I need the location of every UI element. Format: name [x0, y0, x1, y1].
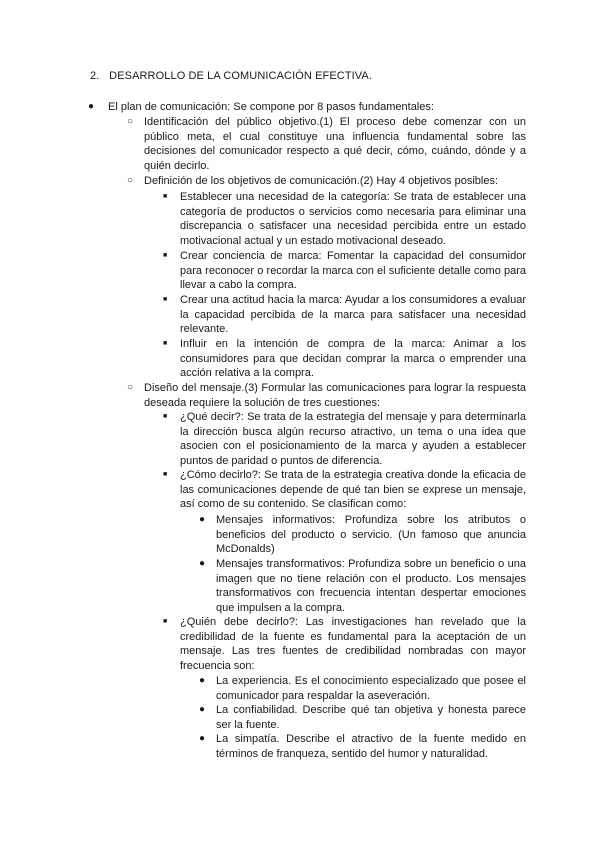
- list-item: [163, 615, 526, 673]
- question-text: ¿Qué decir?: Se trata de la estrategia del mensaje y para determinarla la dirección busca algún recurso atractivo, un tema o una idea que asocien con el posicionamiento de la marca y ayuden a establecer puntos de paridad o puntos de diferencia.: [180, 411, 526, 467]
- list-item: [199, 557, 526, 615]
- disc-bullet: ●: [199, 558, 206, 569]
- message-type-text: Mensajes informativos: Profundiza sobre los atributos o beneficios del producto o servicio. (Un famoso que anuncia McDonalds): [216, 514, 526, 556]
- section-heading: [90, 69, 372, 84]
- circle-bullet: ○: [127, 175, 134, 186]
- disc-bullet: ●: [199, 704, 206, 715]
- square-bullet: ■: [163, 193, 168, 200]
- source-text: La experiencia. Es el conocimiento especializado que posee el comunicador para respaldar la aseveración.: [216, 675, 526, 702]
- list-item: [127, 381, 526, 410]
- objective-2: [0, 249, 600, 293]
- plan-intro: El plan de comunicación: Se compone por 8 pasos fundamentales:: [108, 101, 434, 113]
- circle-bullet: ○: [127, 382, 134, 393]
- question-como-decirlo: [0, 468, 600, 512]
- section-number: 2.: [90, 70, 100, 82]
- list-item: [163, 190, 526, 248]
- step-diseno: [0, 381, 600, 410]
- square-bullet: ■: [163, 252, 168, 259]
- objective-3: [0, 293, 600, 337]
- step-text: Diseño del mensaje.(3) Formular las comunicaciones para lograr la respuesta deseada requiere la solución de tres cuestiones:: [144, 382, 526, 409]
- objective-1: [0, 190, 600, 248]
- list-item: [127, 174, 526, 189]
- step-identificacion: [0, 115, 600, 173]
- message-type-text: Mensajes transformativos: Profundiza sobre un beneficio o una imagen que no tiene relación con el producto. Los mensajes transformativos con frecuencia intentan despertar emociones que impulsen a la compra.: [216, 558, 526, 614]
- source-2: [0, 703, 600, 732]
- square-bullet: ■: [163, 618, 168, 625]
- list-item: [199, 703, 526, 732]
- list-item: [127, 115, 526, 173]
- question-que-decir: [0, 410, 600, 468]
- square-bullet: ■: [163, 413, 168, 420]
- question-text: ¿Quién debe decirlo?: Las investigaciones han revelado que la credibilidad de la fuente es fundamental para la aceptación de un mensaje. Las tres fuentes de credibilidad nombradas con mayor frecuencia son:: [180, 616, 526, 672]
- list-item: [163, 293, 526, 337]
- disc-bullet: ●: [199, 514, 206, 525]
- list-item: [163, 337, 526, 381]
- list-item: [199, 732, 526, 761]
- list-item: [199, 513, 526, 557]
- disc-bullet: ●: [199, 675, 206, 686]
- objective-text: Crear una actitud hacia la marca: Ayudar a los consumidores a evaluar la capacidad percibida de la marca para satisfacer una necesidad relevante.: [180, 294, 526, 336]
- square-bullet: ■: [163, 296, 168, 303]
- message-type-2: [0, 557, 600, 615]
- source-3: [0, 732, 600, 761]
- step-definicion: [0, 174, 600, 189]
- disc-bullet: ●: [88, 101, 95, 112]
- list-item: [0, 100, 528, 115]
- section-title: DESARROLLO DE LA COMUNICACIÓN EFECTIVA.: [109, 70, 373, 82]
- list-item: [163, 410, 526, 468]
- list-item: [163, 468, 526, 512]
- plan-list: [0, 100, 600, 115]
- list-item: [163, 249, 526, 293]
- disc-bullet: ●: [199, 733, 206, 744]
- objective-text: Influir en la intención de compra de la marca: Animar a los consumidores para que decidan comprar la marca o emprender una acción relativa a la compra.: [180, 338, 526, 380]
- message-type-1: [0, 513, 600, 557]
- list-item: [199, 674, 526, 703]
- objective-4: [0, 337, 600, 381]
- square-bullet: ■: [163, 340, 168, 347]
- question-quien-debe-decirlo: [0, 615, 600, 673]
- objective-text: Crear conciencia de marca: Fomentar la capacidad del consumidor para reconocer o recordar la marca con el suficiente detalle como para llevar a cabo la compra.: [180, 250, 526, 292]
- circle-bullet: ○: [127, 116, 134, 127]
- step-text: Identificación del público objetivo.(1) El proceso debe comenzar con un público meta, el cual constituye una influencia fundamental sobre las decisiones del comunicador respecto a qué decir, cómo, cuándo, dónde y a quién decirlo.: [144, 116, 526, 172]
- step-text: Definición de los objetivos de comunicación.(2) Hay 4 objetivos posibles:: [144, 175, 499, 187]
- source-text: La confiabilidad. Describe qué tan objetiva y honesta parece ser la fuente.: [216, 704, 526, 731]
- question-text: ¿Cómo decirlo?: Se trata de la estrategia creativa donde la eficacia de las comunicaciones depende de qué tan bien se exprese un mensaje, así como de su contenido. Se clasifican como:: [180, 469, 526, 511]
- source-text: La simpatía. Describe el atractivo de la fuente medido en términos de franqueza, sentido del humor y naturalidad.: [216, 733, 526, 760]
- square-bullet: ■: [163, 471, 168, 478]
- objective-text: Establecer una necesidad de la categoría: Se trata de establecer una categoría de productos o servicios como necesaria para eliminar una discrepancia o satisfacer una necesidad percibida entre un estado motivacional actual y un estado motivacional deseado.: [180, 191, 526, 247]
- source-1: [0, 674, 600, 703]
